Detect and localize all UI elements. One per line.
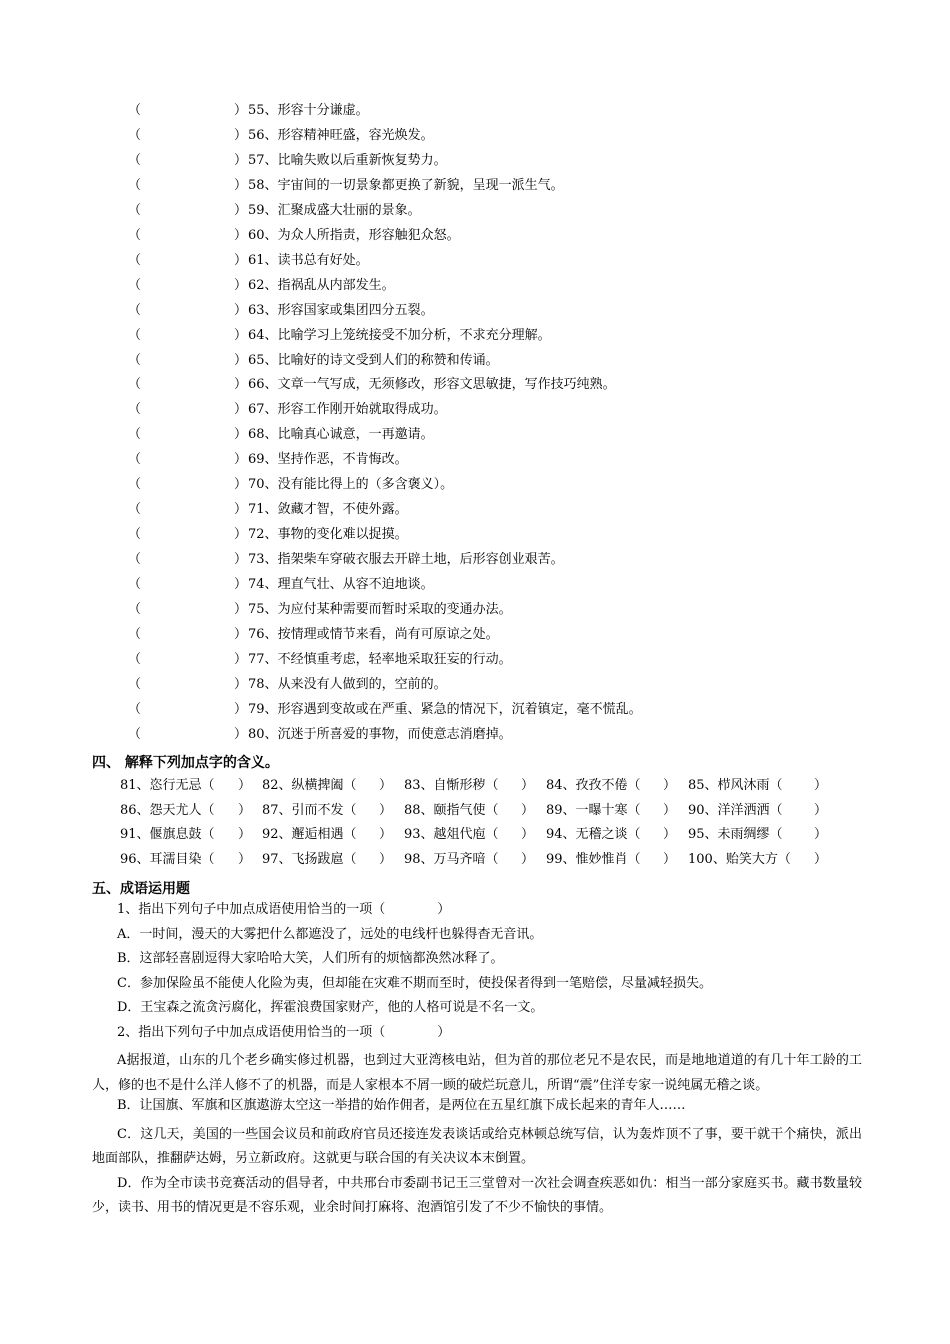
definition-text: 69、坚持作恶，不肯悔改。 [248, 452, 408, 468]
item-number: 72 [248, 527, 265, 543]
item-number: 58 [248, 177, 265, 193]
idiom-row [120, 823, 880, 848]
item-description: 从来没有人做到的，空前的。 [277, 676, 447, 692]
definition-item [128, 477, 888, 502]
definition-text: 62、指祸乱从内部发生。 [248, 277, 395, 293]
item-number: 67 [248, 402, 265, 418]
answer-blank-close: ） [234, 202, 248, 218]
item-number: 80 [248, 726, 265, 742]
definition-text: 78、从来没有人做到的，空前的。 [248, 676, 447, 692]
item-number: 62 [248, 277, 265, 293]
answer-blank-close: ） [234, 527, 248, 543]
definition-item [128, 727, 888, 752]
item-description: 事物的变化难以捉摸。 [277, 527, 408, 543]
definition-text: 72、事物的变化难以捉摸。 [248, 527, 408, 543]
definition-text: 65、比喻好的诗文受到人们的称赞和传诵。 [248, 352, 499, 368]
section-5-title: 五、成语运用题 [92, 881, 190, 897]
idiom-label: 99、惟妙惟肖（ [546, 851, 641, 867]
idiom-label: 82、纵横捭阖（ [262, 778, 357, 793]
idiom-label: 91、偃旗息鼓（ [120, 827, 215, 842]
idiom-label: 94、无稽之谈（ [546, 827, 641, 842]
definition-item [128, 602, 888, 627]
definition-item [128, 253, 888, 278]
answer-blank-open[interactable]: （ [128, 676, 142, 692]
idiom-cell[interactable]: 92、邂逅相遇（ ） [262, 827, 393, 842]
definition-item [128, 627, 888, 652]
item-description: 形容遇到变故或在严重、紧急的情况下，沉着镇定，毫不慌乱。 [277, 701, 642, 717]
answer-blank-open[interactable]: （ [128, 252, 142, 268]
answer-blank-open[interactable]: （ [128, 527, 142, 543]
item-number: 68 [248, 427, 265, 443]
item-description: 宇宙间的一切景象都更换了新貌，呈现一派生气。 [277, 177, 564, 193]
definition-item [128, 178, 888, 203]
q2-stem: 2、指出下列句子中加点成语使用恰当的一项（ ） [117, 1024, 451, 1040]
idiom-cell[interactable]: 99、惟妙惟肖（ ） [546, 851, 677, 867]
idiom-row [120, 799, 880, 824]
idiom-cell[interactable]: 96、耳濡目染（ ） [120, 851, 252, 867]
definition-item-list [128, 103, 888, 752]
item-description: 汇聚成盛大壮丽的景象。 [277, 202, 421, 218]
definition-text: 67、形容工作刚开始就取得成功。 [248, 402, 447, 418]
item-number: 57 [248, 152, 265, 168]
item-description: 为应付某种需要而暂时采取的变通办法。 [277, 602, 512, 618]
idiom-cell[interactable]: 84、孜孜不倦（ ） [546, 778, 677, 793]
definition-item [128, 328, 888, 353]
definition-text: 79、形容遇到变故或在严重、紧急的情况下，沉着镇定，毫不慌乱。 [248, 701, 642, 717]
idiom-cell[interactable]: 81、恣行无忌（ ） [120, 778, 252, 793]
item-description: 比喻好的诗文受到人们的称赞和传诵。 [277, 352, 499, 368]
item-number: 70 [248, 477, 265, 493]
definition-item [128, 502, 888, 527]
answer-blank-open[interactable]: （ [128, 502, 142, 518]
idiom-label: 87、引而不发（ [262, 802, 357, 818]
idiom-cell[interactable]: 88、颐指气使（ ） [404, 802, 535, 818]
answer-blank-close: ） [234, 676, 248, 692]
idiom-cell[interactable]: 90、洋洋洒洒（ ） [688, 802, 828, 818]
idiom-cell[interactable]: 82、纵横捭阖（ ） [262, 778, 393, 793]
item-description: 指祸乱从内部发生。 [277, 277, 395, 293]
answer-blank-close: ） [234, 651, 248, 667]
definition-item [128, 128, 888, 153]
idiom-cell[interactable]: 85、栉风沐雨（ ） [688, 778, 828, 793]
answer-blank-open[interactable]: （ [128, 227, 142, 243]
answer-blank-open[interactable]: （ [128, 152, 142, 168]
answer-blank-open[interactable]: （ [128, 402, 142, 418]
answer-blank-close: ） [234, 701, 248, 717]
idiom-label: 89、一曝十寒（ [546, 802, 641, 818]
definition-text: 71、敛藏才智，不使外露。 [248, 502, 408, 518]
idiom-cell[interactable]: 98、万马齐喑（ ） [404, 851, 535, 867]
answer-blank-open[interactable]: （ [128, 127, 142, 143]
definition-item [128, 103, 888, 128]
item-description: 比喻失败以后重新恢复势力。 [277, 152, 447, 168]
item-number: 75 [248, 602, 265, 618]
item-number: 59 [248, 202, 265, 218]
definition-item [128, 278, 888, 303]
q1-stem: 1、指出下列句子中加点成语使用恰当的一项（ ） [117, 902, 451, 917]
section-4-title: 四、 解释下列加点字的含义。 [92, 755, 279, 771]
answer-blank-open[interactable]: （ [128, 302, 142, 318]
idiom-label: 100、贻笑大方（ [688, 851, 791, 867]
answer-blank-open[interactable]: （ [128, 651, 142, 667]
definition-item [128, 228, 888, 253]
idiom-cell[interactable]: 86、怨天尤人（ ） [120, 802, 252, 818]
item-description: 不经慎重考虑，轻率地采取狂妄的行动。 [277, 651, 512, 667]
idiom-label: 83、自惭形秽（ [404, 778, 499, 793]
idiom-cell[interactable]: 100、贻笑大方（ ） [688, 851, 828, 867]
answer-blank-open[interactable]: （ [128, 726, 142, 742]
idiom-cell[interactable]: 95、未雨绸缪（ ） [688, 827, 828, 842]
answer-blank-close: ） [234, 602, 248, 618]
section-4-grid [120, 774, 880, 872]
idiom-label: 84、孜孜不倦（ [546, 778, 641, 793]
answer-blank-open[interactable]: （ [128, 202, 142, 218]
definition-text: 60、为众人所指责，形容触犯众怒。 [248, 227, 460, 243]
answer-blank-close: ） [234, 252, 248, 268]
idiom-label: 92、邂逅相遇（ [262, 827, 357, 842]
item-description: 沉迷于所喜爱的事物，而使意志消磨掉。 [277, 726, 512, 742]
answer-blank-close: ） [234, 552, 248, 568]
item-description: 形容精神旺盛，容光焕发。 [277, 127, 434, 143]
idiom-label: 98、万马齐喑（ [404, 851, 499, 867]
answer-blank-close: ） [234, 227, 248, 243]
answer-blank-close: ） [234, 103, 248, 118]
definition-item [128, 427, 888, 452]
definition-item [128, 353, 888, 378]
definition-item [128, 452, 888, 477]
answer-blank-open[interactable]: （ [128, 701, 142, 717]
item-description: 形容国家或集团四分五裂。 [277, 302, 434, 318]
answer-blank-close: ） [234, 726, 248, 742]
definition-text: 57、比喻失败以后重新恢复势力。 [248, 152, 447, 168]
q2-option-c: C．这几天，美国的一些国会议员和前政府官员还接连发表谈话或给克林顿总统写信，认为轰炸顶不了事，要干就干个痛快，派出地面部队，推翻萨达姆，另立新政府。这就更与联合国的有关决议本末倒置。 [92, 1126, 862, 1166]
answer-blank-open[interactable]: （ [128, 277, 142, 293]
item-number: 65 [248, 352, 265, 368]
definition-text: 77、不经慎重考虑，轻率地采取狂妄的行动。 [248, 651, 512, 667]
idiom-label: 93、越俎代庖（ [404, 827, 499, 842]
idiom-label: 90、洋洋洒洒（ [688, 802, 783, 818]
answer-blank-open[interactable]: （ [128, 627, 142, 643]
answer-blank-open[interactable]: （ [128, 427, 142, 443]
idiom-cell[interactable]: 93、越俎代庖（ ） [404, 827, 535, 842]
item-description: 比喻学习上笼统接受不加分析，不求充分理解。 [277, 327, 551, 343]
answer-blank-close: ） [234, 477, 248, 493]
q1-option-d: D．王宝森之流贪污腐化，挥霍浪费国家财产，他的人格可说是不名一文。 [117, 1000, 544, 1015]
definition-item [128, 552, 888, 577]
item-description: 理直气壮、从容不迫地谈。 [277, 577, 434, 593]
item-number: 56 [248, 127, 265, 143]
definition-item [128, 153, 888, 178]
definition-text: 75、为应付某种需要而暂时采取的变通办法。 [248, 602, 512, 618]
q2-option-d: D．作为全市读书竞赛活动的倡导者，中共邢台市委副书记王三堂曾对一次社会调查疾恶如仇：相当一部分家庭买书。藏书数量较少，读书、用书的情况更是不容乐观，业余时间打麻将、泡酒馆引发了不少不愉快的事情。 [92, 1175, 862, 1215]
item-description: 敛藏才智，不使外露。 [277, 502, 408, 518]
definition-text: 70、没有能比得上的（多含褒义）。 [248, 477, 454, 493]
answer-blank-open[interactable]: （ [128, 177, 142, 193]
item-number: 55 [248, 103, 265, 118]
answer-blank-close: ） [234, 177, 248, 193]
idiom-label: 95、未雨绸缪（ [688, 827, 783, 842]
item-description: 比喻真心诚意，一再邀请。 [277, 427, 434, 443]
answer-blank-close: ） [234, 152, 248, 168]
definition-text: 66、文章一气写成，无须修改，形容文思敏捷，写作技巧纯熟。 [248, 377, 616, 393]
item-description: 形容十分谦虚。 [277, 103, 369, 118]
idiom-label: 97、飞扬跋扈（ [262, 851, 357, 867]
q1-option-c: C．参加保险虽不能使人化险为夷，但却能在灾难不期而至时，使投保者得到一笔赔偿，尽量减轻损失。 [117, 975, 712, 991]
answer-blank-open[interactable]: （ [128, 452, 142, 468]
idiom-cell[interactable]: 91、偃旗息鼓（ ） [120, 827, 252, 842]
item-number: 74 [248, 577, 265, 593]
item-number: 64 [248, 327, 265, 343]
answer-blank-close: ） [234, 402, 248, 418]
item-number: 77 [248, 651, 265, 667]
q1-option-a: A．一时间，漫天的大雾把什么都遮没了，远处的电线杆也躲得杳无音讯。 [117, 926, 543, 942]
answer-blank-open[interactable]: （ [128, 103, 142, 118]
item-description: 没有能比得上的（多含褒义）。 [277, 477, 454, 493]
definition-text: 58、宇宙间的一切景象都更换了新貌，呈现一派生气。 [248, 177, 564, 193]
definition-item [128, 652, 888, 677]
item-number: 76 [248, 627, 265, 643]
item-number: 63 [248, 302, 265, 318]
definition-text: 56、形容精神旺盛，容光焕发。 [248, 127, 434, 143]
item-number: 60 [248, 227, 265, 243]
item-description: 坚持作恶，不肯悔改。 [277, 452, 408, 468]
idiom-label: 96、耳濡目染（ [120, 851, 215, 867]
answer-blank-close: ） [234, 327, 248, 343]
answer-blank-close: ） [234, 377, 248, 393]
answer-blank-close: ） [234, 427, 248, 443]
q2-option-b: B．让国旗、军旗和区旗遨游太空这一举措的始作佣者，是两位在五星红旗下成长起来的青年人…… [117, 1098, 686, 1113]
definition-text: 76、按情理或情节来看，尚有可原谅之处。 [248, 627, 499, 643]
definition-text: 61、读书总有好处。 [248, 252, 369, 268]
definition-item [128, 702, 888, 727]
definition-text: 59、汇聚成盛大壮丽的景象。 [248, 202, 421, 218]
answer-blank-close: ） [234, 302, 248, 318]
answer-blank-close: ） [234, 352, 248, 368]
item-number: 79 [248, 701, 265, 717]
answer-blank-close: ） [234, 452, 248, 468]
definition-item [128, 577, 888, 602]
answer-blank-open[interactable]: （ [128, 477, 142, 493]
answer-blank-open[interactable]: （ [128, 602, 142, 618]
definition-item [128, 203, 888, 228]
definition-text: 63、形容国家或集团四分五裂。 [248, 302, 434, 318]
idiom-cell[interactable]: 89、一曝十寒（ ） [546, 802, 677, 818]
answer-blank-close: ） [234, 627, 248, 643]
idiom-row [120, 774, 880, 799]
item-description: 文章一气写成，无须修改，形容文思敏捷，写作技巧纯熟。 [277, 377, 616, 393]
item-number: 78 [248, 676, 265, 692]
definition-item [128, 527, 888, 552]
answer-blank-open[interactable]: （ [128, 352, 142, 368]
idiom-cell[interactable]: 83、自惭形秽（ ） [404, 778, 535, 793]
answer-blank-close: ） [234, 127, 248, 143]
idiom-cell[interactable]: 87、引而不发（ ） [262, 802, 393, 818]
answer-blank-open[interactable]: （ [128, 577, 142, 593]
item-description: 为众人所指责，形容触犯众怒。 [277, 227, 460, 243]
item-description: 指架柴车穿破衣服去开辟土地，后形容创业艰苦。 [277, 552, 564, 568]
idiom-label: 85、栉风沐雨（ [688, 778, 783, 793]
definition-text: 73、指架柴车穿破衣服去开辟土地，后形容创业艰苦。 [248, 552, 564, 568]
definition-text: 55、形容十分谦虚。 [248, 103, 369, 118]
item-description: 读书总有好处。 [277, 252, 369, 268]
idiom-label: 86、怨天尤人（ [120, 802, 215, 818]
definition-item [128, 677, 888, 702]
item-description: 按情理或情节来看，尚有可原谅之处。 [277, 627, 499, 643]
q1-option-b: B．这部轻喜剧逗得大家哈哈大笑，人们所有的烦恼都涣然冰释了。 [117, 951, 504, 966]
item-number: 69 [248, 452, 265, 468]
definition-text: 80、沉迷于所喜爱的事物，而使意志消磨掉。 [248, 726, 512, 742]
idiom-label: 88、颐指气使（ [404, 802, 499, 818]
item-number: 66 [248, 377, 265, 393]
definition-item [128, 377, 888, 402]
item-description: 形容工作刚开始就取得成功。 [277, 402, 447, 418]
answer-blank-open[interactable]: （ [128, 327, 142, 343]
answer-blank-open[interactable]: （ [128, 552, 142, 568]
idiom-row [120, 848, 880, 873]
section-5-content [92, 902, 862, 1221]
idiom-label: 81、恣行无忌（ [120, 778, 215, 793]
definition-text: 68、比喻真心诚意，一再邀请。 [248, 427, 434, 443]
definition-item [128, 402, 888, 427]
idiom-cell[interactable]: 94、无稽之谈（ ） [546, 827, 677, 842]
definition-text: 64、比喻学习上笼统接受不加分析，不求充分理解。 [248, 327, 551, 343]
definition-text: 74、理直气壮、从容不迫地谈。 [248, 577, 434, 593]
answer-blank-close: ） [234, 277, 248, 293]
definition-item [128, 303, 888, 328]
item-number: 71 [248, 502, 265, 518]
item-number: 73 [248, 552, 265, 568]
idiom-cell[interactable]: 97、飞扬跋扈（ ） [262, 851, 393, 867]
answer-blank-close: ） [234, 577, 248, 593]
item-number: 61 [248, 252, 265, 268]
q2-option-a: A据报道，山东的几个老乡确实修过机器，也到过大亚湾核电站，但为首的那位老兄不是农民，而是地地道道的有几十年工龄的工人，修的也不是什么洋人修不了的机器，而是人家根本不屑一顾的破烂玩意儿，所谓“震”住洋专家一说纯属无稽之谈。 [92, 1053, 862, 1093]
answer-blank-close: ） [234, 502, 248, 518]
answer-blank-open[interactable]: （ [128, 377, 142, 393]
